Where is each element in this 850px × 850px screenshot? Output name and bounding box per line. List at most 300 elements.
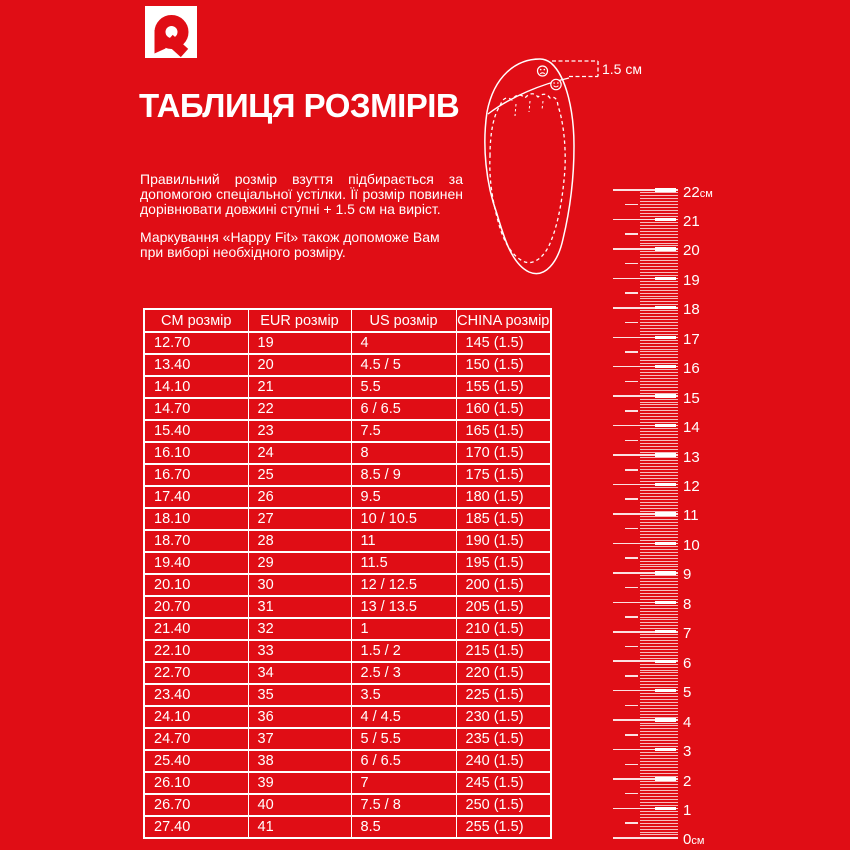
ruler-cm-bold-tick: [655, 807, 676, 810]
ruler-mm-tick: [640, 490, 678, 491]
ruler-mm-tick: [640, 313, 678, 314]
ruler-mm-tick: [640, 210, 678, 211]
ruler-mm-tick: [640, 823, 678, 824]
ruler-mm-tick: [640, 346, 678, 347]
table-row: [144, 816, 551, 838]
table-row: [144, 309, 551, 332]
ruler-mm-tick: [640, 670, 678, 671]
table-cell: 4.5 / 5: [351, 354, 456, 376]
ruler-half-cm-tick: [625, 705, 638, 707]
ruler-mm-tick: [640, 402, 678, 403]
ruler-cm-bold-tick: [655, 512, 676, 515]
ruler-mm-tick: [640, 784, 678, 785]
ruler-half-cm-tick: [625, 646, 638, 648]
ruler-cm-bold-tick: [655, 218, 676, 221]
ruler-mm-tick: [640, 799, 678, 800]
ruler-mm-tick: [640, 705, 678, 706]
ruler-mm-tick: [640, 614, 678, 615]
ruler-mm-tick: [640, 534, 678, 535]
ruler-mm-tick: [640, 316, 678, 317]
table-cell: 8: [351, 442, 456, 464]
table-cell: 9.5: [351, 486, 456, 508]
table-cell: 18.70: [144, 530, 248, 552]
ruler-mm-tick: [640, 584, 678, 585]
ruler-half-cm-tick: [625, 528, 638, 530]
ruler-half-cm-tick: [625, 793, 638, 795]
ruler-mm-tick: [640, 443, 678, 444]
ruler-mm-tick: [640, 399, 678, 400]
ruler-label: 19: [683, 271, 700, 289]
ruler-mm-tick: [640, 740, 678, 741]
table-row: [144, 772, 551, 794]
table-cell: 35: [248, 684, 351, 706]
ruler-label: 10: [683, 536, 700, 554]
ruler-mm-tick: [640, 505, 678, 506]
table-cell: 4 / 4.5: [351, 706, 456, 728]
ruler-half-cm-tick: [625, 440, 638, 442]
ruler-cm-bold-tick: [655, 542, 676, 545]
ruler-cm-bold-tick: [655, 483, 676, 486]
ruler-mm-tick: [640, 493, 678, 494]
ruler-mm-tick: [640, 525, 678, 526]
table-cell: 36: [248, 706, 351, 728]
ruler-mm-tick: [640, 328, 678, 329]
ruler-cm-bold-tick: [655, 777, 676, 780]
ruler-mm-tick: [640, 231, 678, 232]
ruler-mm-tick: [640, 752, 678, 753]
ruler-half-cm-tick: [625, 734, 638, 736]
ruler-mm-tick: [640, 198, 678, 199]
table-cell: 230 (1.5): [456, 706, 551, 728]
ruler-mm-tick: [640, 325, 678, 326]
table-cell: 7: [351, 772, 456, 794]
ruler-mm-tick: [640, 281, 678, 282]
ruler-mm-tick: [640, 296, 678, 297]
ruler-mm-tick: [640, 817, 678, 818]
table-header-row: [144, 309, 551, 332]
ruler-cm-tick: [613, 837, 678, 839]
ruler-mm-tick: [640, 675, 678, 676]
column-header: CHINA розмір: [456, 309, 551, 332]
ruler-mm-tick: [640, 372, 678, 373]
ruler-cm-bold-tick: [655, 247, 676, 250]
table-row: [144, 618, 551, 640]
ruler-label: 9: [683, 566, 692, 584]
ruler-mm-tick: [640, 693, 678, 694]
ruler-mm-tick: [640, 758, 678, 759]
ruler-mm-tick: [640, 293, 678, 294]
table-cell: 29: [248, 552, 351, 574]
ruler-mm-tick: [640, 672, 678, 673]
column-header: CM розмір: [144, 309, 248, 332]
ruler-unit: см: [699, 187, 713, 200]
table-cell: 18.10: [144, 508, 248, 530]
growth-allowance-box: [552, 61, 598, 77]
ruler-mm-tick: [640, 475, 678, 476]
table-cell: 20.10: [144, 574, 248, 596]
table-cell: 19.40: [144, 552, 248, 574]
ruler-mm-tick: [640, 204, 678, 205]
ruler-label: 22см: [683, 183, 713, 201]
ruler-mm-tick: [640, 243, 678, 244]
table-cell: 16.10: [144, 442, 248, 464]
ruler-label: 20: [683, 242, 700, 260]
ruler-mm-tick: [640, 416, 678, 417]
ruler-cm-bold-tick: [655, 630, 676, 633]
ruler-mm-tick: [640, 290, 678, 291]
table-row: [144, 420, 551, 442]
ruler-mm-tick: [640, 549, 678, 550]
ruler-mm-tick: [640, 410, 678, 411]
ruler-mm-tick: [640, 625, 678, 626]
ruler-mm-tick: [640, 619, 678, 620]
ruler-mm-tick: [640, 637, 678, 638]
ruler-mm-tick: [640, 466, 678, 467]
table-cell: 19: [248, 332, 351, 354]
ruler-mm-tick: [640, 343, 678, 344]
table-row: [144, 574, 551, 596]
table-cell: 25: [248, 464, 351, 486]
ruler-mm-tick: [640, 555, 678, 556]
ruler-label: 0см: [683, 831, 705, 849]
ruler-mm-tick: [640, 519, 678, 520]
ruler-half-cm-tick: [625, 587, 638, 589]
ruler-cm-bold-tick: [655, 718, 676, 721]
table-cell: 6 / 6.5: [351, 398, 456, 420]
table-cell: 24: [248, 442, 351, 464]
table-cell: 32: [248, 618, 351, 640]
ruler-mm-tick: [640, 378, 678, 379]
ruler-mm-tick: [640, 322, 678, 323]
ruler-cm-bold-tick: [655, 365, 676, 368]
ruler-mm-tick: [640, 655, 678, 656]
ruler-mm-tick: [640, 360, 678, 361]
table-cell: 41: [248, 816, 351, 838]
ruler-label: 17: [683, 330, 700, 348]
ruler-mm-tick: [640, 287, 678, 288]
ruler-mm-tick: [640, 590, 678, 591]
sad-face-icon: [538, 66, 548, 76]
table-row: [144, 728, 551, 750]
ruler-cm-bold-tick: [655, 336, 676, 339]
ruler-mm-tick: [640, 649, 678, 650]
ruler-half-cm-tick: [625, 469, 638, 471]
ruler-mm-tick: [640, 811, 678, 812]
table-cell: 10 / 10.5: [351, 508, 456, 530]
ruler-mm-tick: [640, 802, 678, 803]
ruler-mm-tick: [640, 319, 678, 320]
ruler-mm-tick: [640, 440, 678, 441]
ruler-mm-tick: [640, 743, 678, 744]
table-row: [144, 354, 551, 376]
ruler-cm-bold-tick: [655, 689, 676, 692]
ruler-mm-tick: [640, 272, 678, 273]
ruler-half-cm-tick: [625, 233, 638, 235]
table-cell: 175 (1.5): [456, 464, 551, 486]
ruler-mm-tick: [640, 575, 678, 576]
table-cell: 235 (1.5): [456, 728, 551, 750]
ruler-mm-tick: [640, 207, 678, 208]
table-row: [144, 332, 551, 354]
table-cell: 2.5 / 3: [351, 662, 456, 684]
table-cell: 220 (1.5): [456, 662, 551, 684]
ruler-cm-bold-tick: [655, 601, 676, 604]
ruler-half-cm-tick: [625, 822, 638, 824]
ruler-mm-tick: [640, 269, 678, 270]
ruler-mm-tick: [640, 469, 678, 470]
table-cell: 160 (1.5): [456, 398, 551, 420]
ruler-mm-tick: [640, 561, 678, 562]
ruler-mm-tick: [640, 605, 678, 606]
table-cell: 27: [248, 508, 351, 530]
ruler-mm-tick: [640, 496, 678, 497]
table-cell: 145 (1.5): [456, 332, 551, 354]
ruler-mm-tick: [640, 195, 678, 196]
reima-r-icon: [145, 6, 197, 58]
table-row: [144, 552, 551, 574]
ruler-mm-tick: [640, 463, 678, 464]
ruler-mm-tick: [640, 431, 678, 432]
table-cell: 155 (1.5): [456, 376, 551, 398]
table-cell: 13 / 13.5: [351, 596, 456, 618]
ruler-mm-tick: [640, 228, 678, 229]
ruler-mm-tick: [640, 354, 678, 355]
ruler-mm-tick: [640, 723, 678, 724]
ruler-cm-bold-tick: [655, 748, 676, 751]
ruler-mm-tick: [640, 634, 678, 635]
table-row: [144, 464, 551, 486]
ruler-mm-tick: [640, 770, 678, 771]
ruler-half-cm-tick: [625, 292, 638, 294]
ruler-mm-tick: [640, 502, 678, 503]
table-body: [144, 332, 551, 838]
ruler-mm-tick: [640, 646, 678, 647]
table-cell: 240 (1.5): [456, 750, 551, 772]
ruler-mm-tick: [640, 384, 678, 385]
table-cell: 205 (1.5): [456, 596, 551, 618]
ruler-mm-tick: [640, 301, 678, 302]
happy-face-icon: [551, 79, 561, 89]
table-cell: 26.10: [144, 772, 248, 794]
ruler-mm-tick: [640, 528, 678, 529]
table-cell: 16.70: [144, 464, 248, 486]
table-cell: 195 (1.5): [456, 552, 551, 574]
ruler-mm-tick: [640, 587, 678, 588]
ruler-label: 4: [683, 713, 692, 731]
ruler-mm-tick: [640, 667, 678, 668]
ruler-mm-tick: [640, 446, 678, 447]
table-cell: 20: [248, 354, 351, 376]
ruler-mm-tick: [640, 234, 678, 235]
table-row: [144, 640, 551, 662]
ruler-mm-tick: [640, 684, 678, 685]
ruler-mm-tick: [640, 643, 678, 644]
table-cell: 14.10: [144, 376, 248, 398]
ruler-label: 14: [683, 419, 700, 437]
ruler-mm-tick: [640, 622, 678, 623]
ruler-mm-tick: [640, 564, 678, 565]
ruler-mm-tick: [640, 820, 678, 821]
ruler-mm-tick: [640, 478, 678, 479]
table-row: [144, 486, 551, 508]
ruler-mm-tick: [640, 793, 678, 794]
ruler-mm-tick: [640, 796, 678, 797]
table-row: [144, 398, 551, 420]
ruler-half-cm-tick: [625, 263, 638, 265]
ruler-mm-tick: [640, 310, 678, 311]
table-cell: 255 (1.5): [456, 816, 551, 838]
ruler-mm-tick: [640, 737, 678, 738]
ruler-half-cm-tick: [625, 675, 638, 677]
ruler-label: 16: [683, 360, 700, 378]
ruler-mm-tick: [640, 731, 678, 732]
ruler-mm-tick: [640, 437, 678, 438]
table-cell: 225 (1.5): [456, 684, 551, 706]
ruler-cm-bold-tick: [655, 453, 676, 456]
ruler-mm-tick: [640, 652, 678, 653]
table-cell: 11: [351, 530, 456, 552]
ruler-mm-tick: [640, 298, 678, 299]
ruler-mm-tick: [640, 834, 678, 835]
table-cell: 170 (1.5): [456, 442, 551, 464]
ruler-mm-tick: [640, 593, 678, 594]
ruler-mm-tick: [640, 375, 678, 376]
ruler-label: 8: [683, 595, 692, 613]
table-row: [144, 794, 551, 816]
table-cell: 34: [248, 662, 351, 684]
growth-allowance-label: 1.5 см: [602, 61, 642, 77]
table-cell: 190 (1.5): [456, 530, 551, 552]
table-cell: 200 (1.5): [456, 574, 551, 596]
ruler-half-cm-tick: [625, 204, 638, 206]
brand-logo: [145, 6, 197, 58]
ruler-label: 2: [683, 772, 692, 790]
column-header: EUR розмір: [248, 309, 351, 332]
ruler-mm-tick: [640, 755, 678, 756]
ruler-mm-tick: [640, 487, 678, 488]
ruler-mm-tick: [640, 552, 678, 553]
table-cell: 4: [351, 332, 456, 354]
ruler-mm-tick: [640, 201, 678, 202]
ruler-label: 7: [683, 625, 692, 643]
ruler-label: 1: [683, 801, 692, 819]
ruler-mm-tick: [640, 349, 678, 350]
ruler-mm-tick: [640, 566, 678, 567]
table-row: [144, 442, 551, 464]
table-cell: 180 (1.5): [456, 486, 551, 508]
table-cell: 28: [248, 530, 351, 552]
table-cell: 13.40: [144, 354, 248, 376]
ruler-mm-tick: [640, 457, 678, 458]
ruler-mm-tick: [640, 499, 678, 500]
table-row: [144, 706, 551, 728]
ruler-mm-tick: [640, 222, 678, 223]
table-cell: 25.40: [144, 750, 248, 772]
table-cell: 7.5 / 8: [351, 794, 456, 816]
table-cell: 23: [248, 420, 351, 442]
table-cell: 8.5: [351, 816, 456, 838]
ruler-label: 3: [683, 743, 692, 761]
ruler-half-cm-tick: [625, 351, 638, 353]
ruler-half-cm-tick: [625, 616, 638, 618]
ruler-mm-tick: [640, 419, 678, 420]
table-cell: 37: [248, 728, 351, 750]
ruler-label: 18: [683, 301, 700, 319]
ruler-cm-bold-tick: [655, 660, 676, 663]
table-cell: 21: [248, 376, 351, 398]
ruler-cm-bold-tick: [655, 277, 676, 280]
ruler-cm-bold-tick: [655, 571, 676, 574]
ruler-label: 21: [683, 212, 700, 230]
table-cell: 5 / 5.5: [351, 728, 456, 750]
ruler-mm-tick: [640, 225, 678, 226]
table-cell: 185 (1.5): [456, 508, 551, 530]
ruler-mm-tick: [640, 237, 678, 238]
ruler-mm-tick: [640, 596, 678, 597]
ruler-mm-tick: [640, 404, 678, 405]
table-row: [144, 508, 551, 530]
ruler-mm-tick: [640, 257, 678, 258]
ruler-mm-tick: [640, 266, 678, 267]
ruler-label: 6: [683, 654, 692, 672]
table-cell: 30: [248, 574, 351, 596]
ruler-mm-tick: [640, 664, 678, 665]
table-cell: 3.5: [351, 684, 456, 706]
ruler-mm-tick: [640, 369, 678, 370]
foot-dashed-outline: [490, 94, 565, 263]
table-cell: 26.70: [144, 794, 248, 816]
ruler-mm-tick: [640, 728, 678, 729]
table-cell: 11.5: [351, 552, 456, 574]
ruler-mm-tick: [640, 829, 678, 830]
table-cell: 24.10: [144, 706, 248, 728]
ruler-half-cm-tick: [625, 557, 638, 559]
table-cell: 27.40: [144, 816, 248, 838]
ruler-mm-tick: [640, 681, 678, 682]
table-row: [144, 750, 551, 772]
ruler-label: 11: [683, 507, 699, 525]
table-cell: 6 / 6.5: [351, 750, 456, 772]
ruler-mm-tick: [640, 192, 678, 193]
ruler-mm-tick: [640, 581, 678, 582]
ruler-mm-tick: [640, 734, 678, 735]
ruler-mm-tick: [640, 387, 678, 388]
ruler: [613, 183, 743, 850]
ruler-mm-tick: [640, 240, 678, 241]
table-cell: 33: [248, 640, 351, 662]
ruler-mm-tick: [640, 340, 678, 341]
table-cell: 1: [351, 618, 456, 640]
ruler-mm-tick: [640, 773, 678, 774]
ruler-label: 12: [683, 478, 700, 495]
ruler-mm-tick: [640, 725, 678, 726]
table-cell: 26: [248, 486, 351, 508]
toe-creases: [515, 101, 543, 116]
table-cell: 40: [248, 794, 351, 816]
ruler-mm-tick: [640, 522, 678, 523]
ruler-mm-tick: [640, 546, 678, 547]
ruler-mm-tick: [640, 702, 678, 703]
table-cell: 250 (1.5): [456, 794, 551, 816]
table-cell: 15.40: [144, 420, 248, 442]
ruler-mm-tick: [640, 678, 678, 679]
ruler-mm-tick: [640, 781, 678, 782]
ruler-mm-tick: [640, 331, 678, 332]
ruler-cm-bold-tick: [655, 424, 676, 427]
table-cell: 23.40: [144, 684, 248, 706]
ruler-label: 13: [683, 448, 700, 466]
ruler-half-cm-tick: [625, 381, 638, 383]
